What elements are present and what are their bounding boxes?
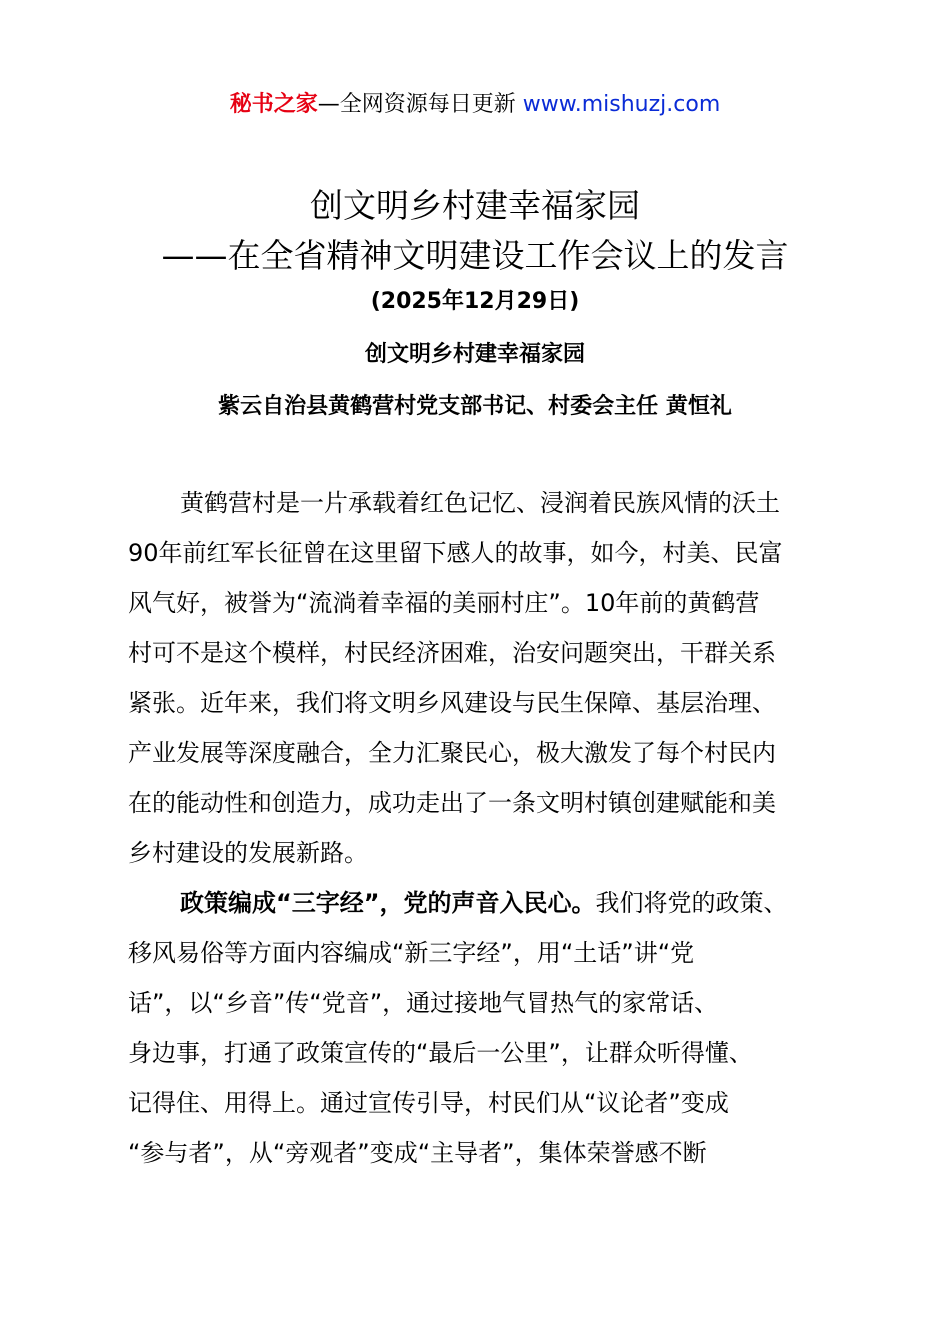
paragraph-2-line: “参与者”，从“旁观者”变成“主导者”，集体荣誉感不断: [128, 1139, 707, 1167]
site-url-link[interactable]: www.mishuzj.com: [522, 92, 721, 117]
site-header: [0, 88, 950, 122]
paragraph-1-line: 黄鹤营村是一片承载着红色记忆、浸润着民族风情的沃土: [180, 489, 780, 517]
paragraph-2-text: 我们将党的政策、: [595, 889, 788, 917]
paragraph-1-line: 村可不是这个模样，村民经济困难，治安问题突出，干群关系: [128, 639, 776, 667]
paragraph-1-line: 乡村建设的发展新路。: [128, 839, 368, 867]
paragraph-2-first-line: [128, 878, 836, 928]
doc-title-subline: ——在全省精神文明建设工作会议上的发言: [161, 236, 789, 275]
paragraph-2-lead: 政策编成“三字经”，党的声音入民心。: [180, 889, 596, 917]
paragraph-1-line: 紧张。近年来，我们将文明乡风建设与民生保障、基层治理、: [128, 689, 776, 717]
paragraph-1-line: 在的能动性和创造力，成功走出了一条文明村镇创建赋能和美: [128, 789, 776, 817]
paragraph-1-line: 风气好，被誉为“流淌着幸福的美丽村庄”。10年前的黄鹤营: [128, 589, 760, 617]
site-tagline: —全网资源每日更新: [317, 92, 516, 117]
paragraph-2-line: 身边事，打通了政策宣传的“最后一公里”，让群众听得懂、: [128, 1039, 753, 1067]
doc-author: 紫云自治县黄鹤营村党支部书记、村委会主任 黄恒礼: [218, 394, 732, 419]
paragraph-2-line: 话”，以“乡音”传“党音”，通过接地气冒热气的家常话、: [128, 989, 719, 1017]
doc-body: [128, 478, 836, 1178]
doc-date: (2025年12月29日): [370, 289, 580, 314]
paragraph-1-line: 90年前红军长征曾在这里留下感人的故事，如今，村美、民富: [128, 539, 783, 567]
paragraph-2-line: 移风易俗等方面内容编成“新三字经”，用“土话”讲“党: [128, 939, 695, 967]
doc-subtitle: 创文明乡村建幸福家园: [364, 342, 585, 367]
paragraph-2-line: 记得住、用得上。通过宣传引导，村民们从“议论者”变成: [128, 1089, 729, 1117]
paragraph-1-line: 产业发展等深度融合，全力汇聚民心，极大激发了每个村民内: [128, 739, 776, 767]
doc-title: 创文明乡村建幸福家园: [310, 186, 640, 225]
site-brand: 秘书之家: [229, 92, 318, 117]
